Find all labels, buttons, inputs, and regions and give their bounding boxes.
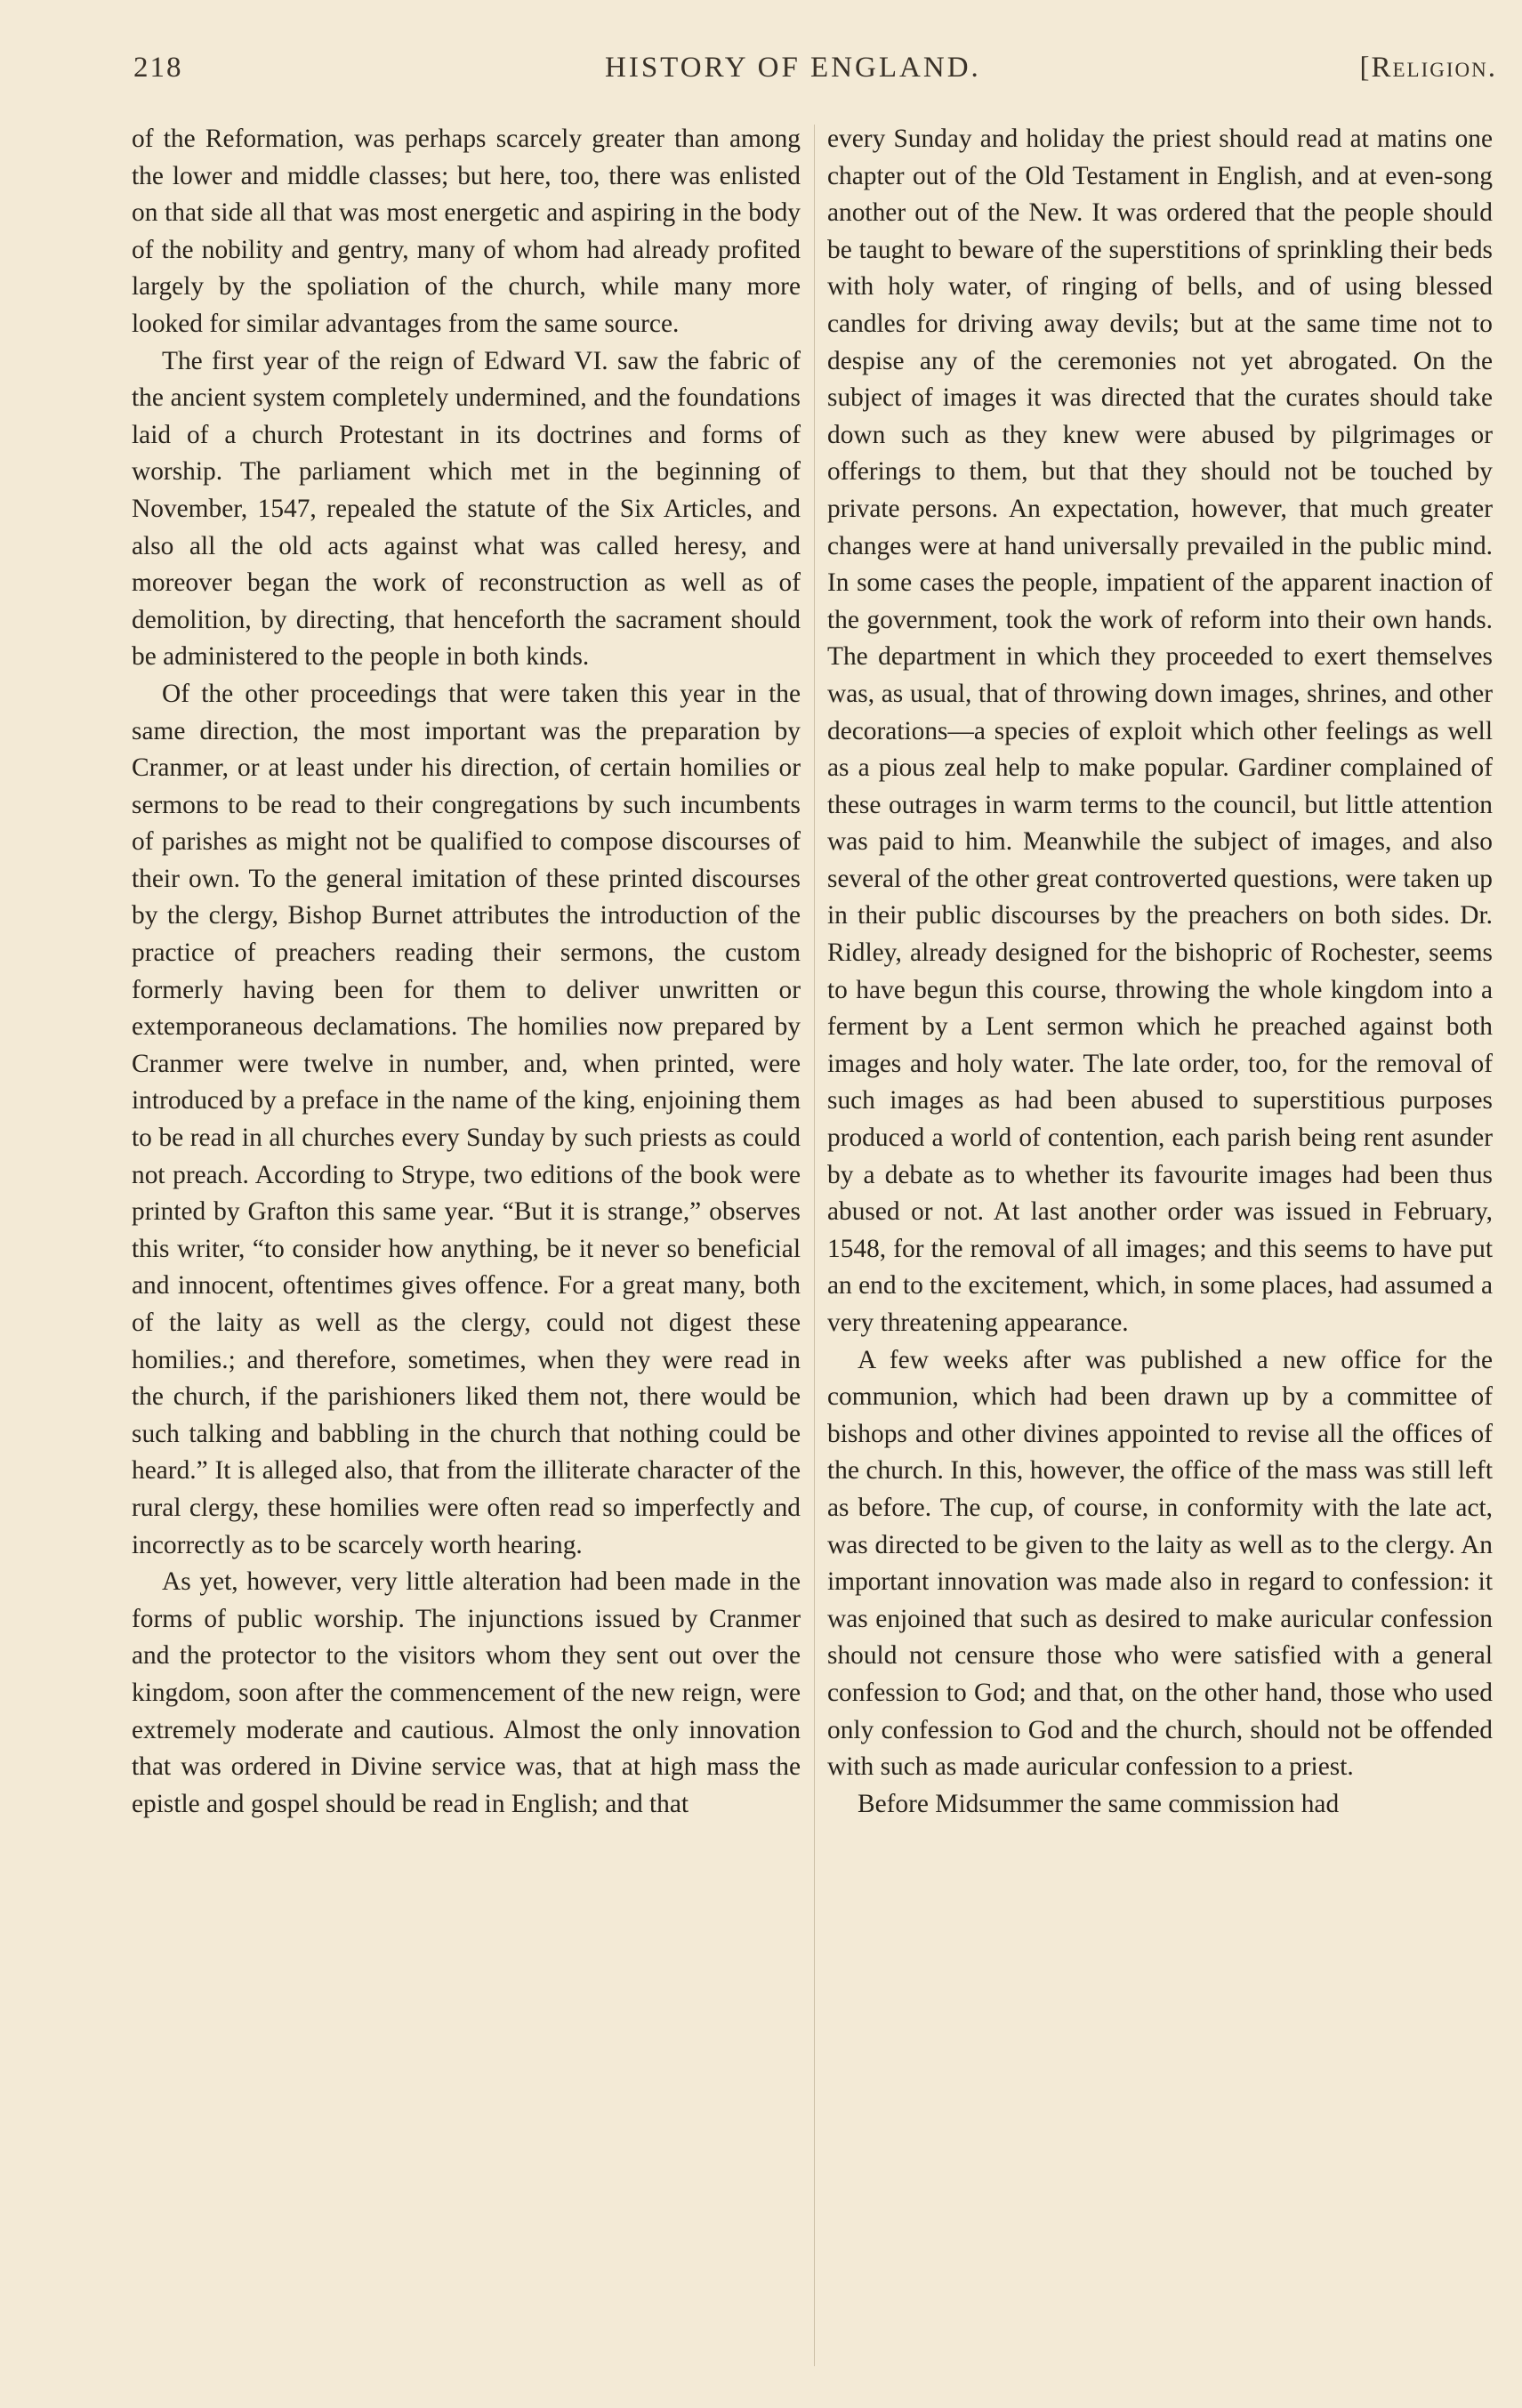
page-number: 218 [133,52,183,84]
paragraph: Before Midsummer the same commission had [858,1789,1340,1818]
paragraph: A few weeks after was published a new office for the communion, which had been drawn up by a committee of bishops and other divines appointed to revise all the offices of the church. In this, however, the office of the mass was still left as before. The cup, of course, in conformity with the late act, was directed to be given to the laity as well as to the clergy. An important innovation was made also in regard to confession: it was enjoined that such as desired to make auricular confession should not censure those who were satisfied with a general confession to God; and that, on the other hand, those who used only confession to God and the church, should not be offended with such as made auricular confession to a priest. [827,1345,1493,1782]
section-label: [Religion. [1359,52,1497,84]
right-column [827,121,1493,2380]
paragraph: of the Reformation, was perhaps scarcely greater than among the lower and middle classes; but here, too, there was enlisted on that side all that was most energetic and aspiring in the body of the nobility and gentry, many of whom had already profited largely by the spoliation of the church, while many more looked for similar advantages from the same source. [132,125,801,338]
paragraph: every Sunday and holiday the priest should read at matins one chapter out of the Old Testament in English, and at even-song another out of the New. It was ordered that the people should be taught to beware of the superstitions of sprinkling their beds with holy water, of ringing of bells, and of using blessed candles for driving away devils; but at the same time not to despise any of the ceremonies not yet abrogated. On the subject of images it was directed that the curates should take down such as they knew were abused by pilgrimages or offerings to them, but that they should not be touched by private persons. An expectation, however, that much greater changes were at hand universally prevailed in the public mind. In some cases the people, impatient of the apparent inaction of the government, took the work of reform into their own hands. The department in which they proceeded to exert themselves was, as usual, that of throwing down images, shrines, and other decorations—a species of exploit which other feelings as well as a pious zeal help to make popular. Gardiner complained of these outrages in warm terms to the council, but little attention was paid to him. Meanwhile the subject of images, and also several of the other great controverted questions, were taken up in their public discourses by the preachers on both sides. Dr. Ridley, already designed for the bishopric of Rochester, seems to have begun this course, throwing the whole kingdom into a ferment by a Lent sermon which he preached against both images and holy water. The late order, too, for the removal of such images as had been abused to superstitious purposes produced a world of contention, each parish being rent asunder by a debate as to whether its favourite images had been thus abused or not. At last another order was issued in February, 1548, for the removal of all images; and this seems to have put an end to the excitement, which, in some places, had assumed a very threatening appearance. [827,125,1493,1337]
column-divider [814,125,815,2366]
paragraph: The first year of the reign of Edward VI. saw the fabric of the ancient system completely undermined, and the foundations laid of a church Protestant in its doctrines and forms of worship. The parliament which met in the beginning of November, 1547, repealed the statute of the Six Articles, and also all the old acts against what was called heresy, and moreover began the work of reconstruction as well as of demolition, by directing, that henceforth the sacrament should be administered to the people in both kinds. [132,346,801,672]
running-header [133,52,1504,96]
running-title: HISTORY OF ENGLAND. [605,52,981,84]
paragraph: Of the other proceedings that were taken this year in the same direction, the most important was the preparation by Cranmer, or at least under his direction, of certain homilies or sermons to be read to their congregations by such incumbents of parishes as might not be qualified to compose discourses of their own. To the general imitation of these printed discourses by the clergy, Bishop Burnet attributes the introduction of the practice of preachers reading their sermons, the custom formerly having been for them to deliver unwritten or extemporaneous declamations. The homilies now prepared by Cranmer were twelve in number, and, when printed, were introduced by a preface in the name of the king, enjoining them to be read in all churches every Sunday by such priests as could not preach. According to Strype, two editions of the book were printed by Grafton this same year. “But it is strange,” observes this writer, “to consider how anything, be it never so beneficial and innocent, oftentimes gives offence. For a great many, both of the laity as well as the clergy, could not digest these homilies.; and therefore, sometimes, when they were read in the church, if the parishioners liked them not, there would be such talking and babbling in the church that nothing could be heard.” It is alleged also, that from the illiterate character of the rural clergy, these homilies were often read so imperfectly and incorrectly as to be scarcely worth hearing. [132,679,801,1559]
paragraph: As yet, however, very little alteration had been made in the forms of public worship. The injunctions issued by Cranmer and the protector to the visitors whom they sent out over the kingdom, soon after the commencement of the new reign, were extremely moderate and cautious. Almost the only innovation that was ordered in Divine service was, that at high mass the epistle and gospel should be read in English; and that [132,1567,801,1818]
left-column [132,121,801,2380]
